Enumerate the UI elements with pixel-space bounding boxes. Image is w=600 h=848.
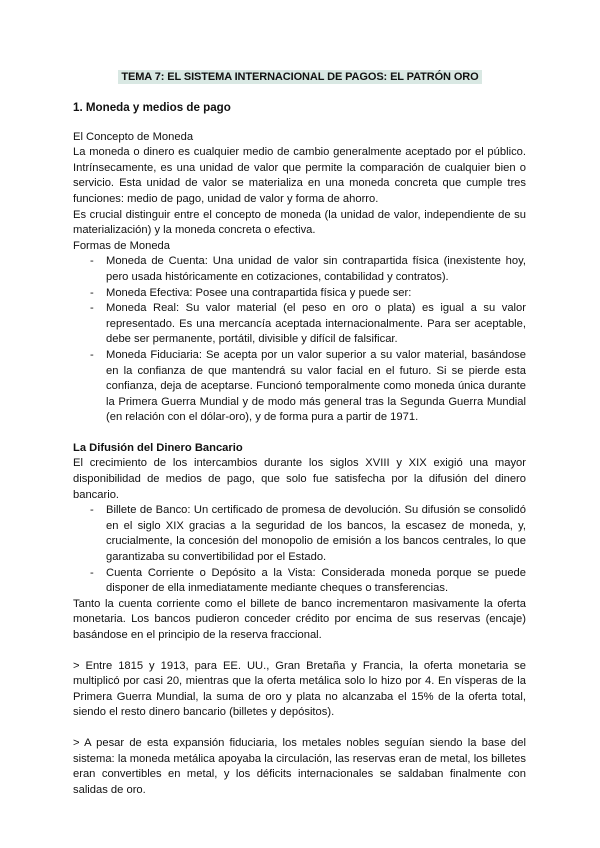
list-item-text: Moneda Fiduciaria: Se acepta por un valor superior a su valor material, basándose en la confianza de que mantendrá su valor facial en el futuro. Si se pierde esta confianza, deja de aceptarse. Funcionó temporalmente como moneda única durante la Primera Guerra Mundial y de modo más general tras la Segunda Guerra Mundial (en relación con el dólar-oro), y de forma pura a partir de 1971.: [106, 348, 526, 424]
subsection-label: El Concepto de Moneda: [73, 130, 194, 143]
paragraph: El crecimiento de los intercambios durante los siglos XVIII y XIX exigió una mayor disponibilidad de medios de pago, que solo fue satisfecha por la difusión del dinero bancario.: [73, 457, 526, 501]
dash-bullet: -: [90, 302, 94, 315]
paragraph: La moneda o dinero es cualquier medio de cambio generalmente aceptado por el público. Intrínsecamente, es una unidad de valor que permite la comparación de cualquier bien o servicio. Esta unidad de valor se materializa en una moneda concreta que cumple tres funciones: medio de pago, unidad de valor y forma de ahorro.: [73, 146, 526, 205]
paragraph: Es crucial distinguir entre el concepto de moneda (la unidad de valor, independiente de su materialización) y la moneda concreta o efectiva.: [73, 208, 526, 237]
list-item: [73, 254, 526, 285]
note-paragraph: > A pesar de esta expansión fiduciaria, los metales nobles seguían siendo la base del sistema: la moneda metálica apoyaba la circulación, las reservas eran de metal, los billetes eran convertibles en metal, y los déficits internacionales se saldaban finalmente con salidas de oro.: [73, 736, 526, 796]
bank-list: [73, 503, 526, 597]
list-item-text: Moneda Real: Su valor material (el peso en oro o plata) es igual a su valor representado. Es una mercancía aceptada internacionalmente. Para ser aceptable, debe ser permanente, portátil, divisible y difícil de falsificar.: [106, 302, 526, 346]
document-title: TEMA 7: EL SISTEMA INTERNACIONAL DE PAGOS: EL PATRÓN ORO: [118, 70, 481, 84]
title-block: [0, 70, 600, 84]
list-item-text: Moneda Efectiva: Posee una contrapartida física y puede ser:: [106, 286, 412, 299]
dash-bullet: -: [90, 566, 94, 579]
list-item: [73, 503, 526, 565]
note-paragraph: > Entre 1815 y 1913, para EE. UU., Gran Bretaña y Francia, la oferta monetaria se multiplicó por casi 20, mientras que la oferta metálica solo lo hizo por 4. En vísperas de la Primera Guerra Mundial, la suma de oro y plata no alcanzaba el 15% de la oferta total, siendo el resto dinero bancario (billetes y depósitos).: [73, 659, 526, 719]
dash-bullet: -: [90, 286, 94, 299]
paragraph: Tanto la cuenta corriente como el billete de banco incrementaron masivamente la oferta monetaria. Los bancos pudieron conceder crédito por encima de sus reservas (encaje) basándose en el principio de la reserva fraccional.: [73, 597, 526, 641]
subsection-heading: La Difusión del Dinero Bancario: [73, 441, 243, 454]
list-item: [73, 301, 526, 348]
dash-bullet: -: [90, 504, 94, 517]
list-item-text: Cuenta Corriente o Depósito a la Vista: Considerada moneda porque se puede disponer de ella inmediatamente mediante cheques o transferencias.: [106, 566, 526, 595]
subsection-label: Formas de Moneda: [73, 239, 171, 252]
dash-bullet: -: [90, 255, 94, 268]
list-item: [73, 286, 526, 302]
forms-list: [73, 254, 526, 426]
dash-bullet: -: [90, 348, 94, 361]
list-item-text: Billete de Banco: Un certificado de promesa de devolución. Su difusión se consolidó en el siglo XIX gracias a la seguridad de los bancos, la escasez de moneda, y, crucialmente, la concesión del monopolio de emisión a los bancos centrales, lo que garantizaba su convertibilidad por el Estado.: [106, 504, 526, 564]
list-item: [73, 566, 526, 597]
list-item-text: Moneda de Cuenta: Una unidad de valor sin contrapartida física (inexistente hoy, pero usada históricamente en cotizaciones, contabilidad y contratos).: [106, 255, 526, 283]
list-item: [73, 348, 526, 426]
document-body: [73, 100, 526, 798]
section-heading: 1. Moneda y medios de pago: [73, 101, 231, 114]
